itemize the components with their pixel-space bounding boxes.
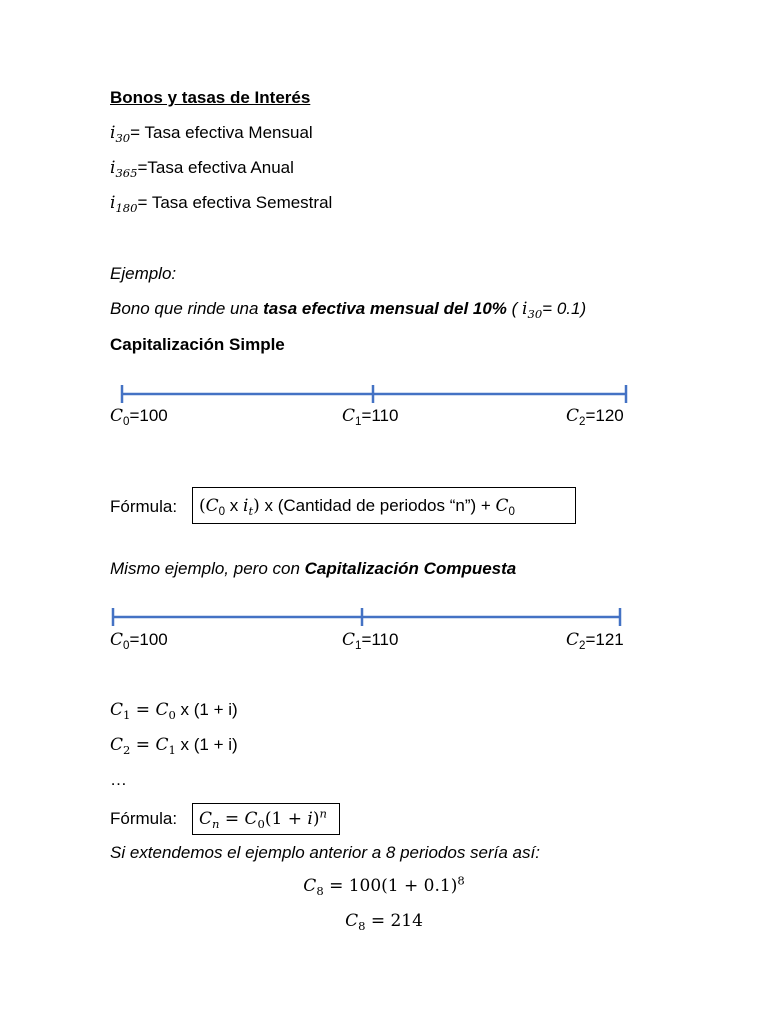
simple-formula-box: ($C_0$ x $i_t$) x (Cantidad de periodos “n”) + $C_0$ [192, 487, 576, 524]
simple-label-c0: $C_0=100$ [110, 406, 168, 429]
extend-text: Si extendemos el ejemplo anterior a 8 periodos sería así: [110, 843, 540, 862]
compound-formula-label: Fórmula: [110, 809, 178, 828]
simple-label-c2: $C_2=120$ [566, 406, 624, 429]
ellipsis: … [110, 770, 127, 789]
simple-formula-label: Fórmula: [110, 497, 178, 516]
c8-result: $C_8 = 214$ [345, 911, 423, 934]
compound-intro: Mismo ejemplo, pero con Capitalización Compuesta [110, 559, 517, 578]
def-semester: $i_{180}=$ Tasa efectiva Semestral [110, 193, 333, 216]
compound-label-c1: $C_1=110$ [342, 630, 399, 653]
equation-c1: $C_1 = C_0$ x (1 + i) [110, 700, 238, 723]
doc-title: Bonos y tasas de Interés [110, 88, 311, 107]
simple-timeline [110, 384, 632, 406]
equation-c2: $C_2 = C_1$ x (1 + i) [110, 735, 238, 758]
example-text: Bono que rinde una tasa efectiva mensual del 10% ( $i_{30}= 0.1$) [110, 299, 587, 322]
def-monthly: $i_{30}=$ Tasa efectiva Mensual [110, 123, 313, 146]
def-annual: $i_{365}=Tasa$ efectiva Anual [110, 158, 294, 181]
compound-timeline [110, 607, 632, 629]
simple-label-c1: $C_1=110$ [342, 406, 399, 429]
compound-formula-box: $C_n = C_0(1 + i)^n$ [192, 803, 340, 835]
compound-label-c0: $C_0=100$ [110, 630, 168, 653]
example-label: Ejemplo: [110, 264, 177, 283]
simple-heading: Capitalización Simple [110, 335, 285, 354]
compound-label-c2: $C_2=121$ [566, 630, 624, 653]
c8-formula: $C_8 = 100(1 + 0.1)^8$ [303, 873, 465, 899]
